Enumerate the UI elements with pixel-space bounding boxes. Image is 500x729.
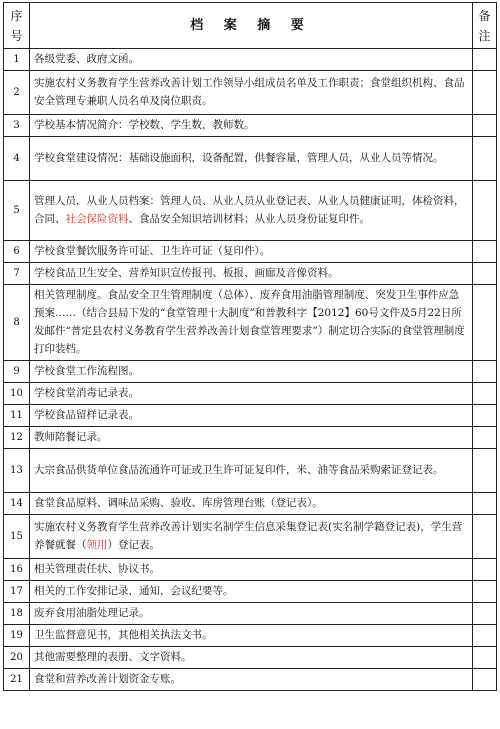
header-remarks-bottom: 注 <box>478 28 491 43</box>
row-remarks <box>473 493 497 515</box>
row-text: 各级党委、政府文函。 <box>30 49 473 71</box>
table-row <box>4 71 497 115</box>
row-number: 10 <box>4 383 30 405</box>
row-remarks <box>473 241 497 263</box>
row-number: 6 <box>4 241 30 263</box>
row-number: 1 <box>4 49 30 71</box>
row-remarks <box>473 285 497 361</box>
row-number: 8 <box>4 285 30 361</box>
row-text-part: ）登记表。 <box>107 539 160 551</box>
archive-summary-table <box>3 2 497 691</box>
header-remarks <box>473 3 497 49</box>
row-number: 13 <box>4 449 30 493</box>
row-number: 7 <box>4 263 30 285</box>
row-text: 学校食品留样记录表。 <box>30 405 473 427</box>
table-row <box>4 603 497 625</box>
row-number: 16 <box>4 559 30 581</box>
row-text: 食堂和营养改善计划资金专账。 <box>30 669 473 691</box>
row-text <box>30 515 473 559</box>
row-text: 学校食堂工作流程图。 <box>30 361 473 383</box>
row-text: 学校基本情况简介：学校数、学生数，教师数。 <box>30 115 473 137</box>
table-row <box>4 493 497 515</box>
table-row <box>4 115 497 137</box>
header-serial-number <box>4 3 30 49</box>
row-number: 20 <box>4 647 30 669</box>
table-row <box>4 241 497 263</box>
row-text: 教师陪餐记录。 <box>30 427 473 449</box>
row-remarks <box>473 71 497 115</box>
header-row <box>4 3 497 49</box>
row-remarks <box>473 383 497 405</box>
table-row <box>4 49 497 71</box>
row-text: 实施农村义务教育学生营养改善计划工作领导小组成员名单及工作职责；食堂组织机构、食品安全管理专兼职人员名单及岗位职责。 <box>30 71 473 115</box>
row-number: 11 <box>4 405 30 427</box>
row-text: 学校食堂餐饮服务许可证、卫生许可证（复印件）。 <box>30 241 473 263</box>
header-serial-bottom: 号 <box>10 28 23 43</box>
header-serial-top: 序 <box>10 8 23 23</box>
row-text: 大宗食品供货单位食品流通许可证或卫生许可证复印件，米、油等食品采购索证登记表。 <box>30 449 473 493</box>
row-number: 3 <box>4 115 30 137</box>
row-remarks <box>473 669 497 691</box>
highlighted-text: 社会保险资料 <box>65 213 129 225</box>
row-text: 废弃食用油脂处理记录。 <box>30 603 473 625</box>
table-row <box>4 515 497 559</box>
row-number: 14 <box>4 493 30 515</box>
table-row <box>4 581 497 603</box>
row-remarks <box>473 137 497 181</box>
row-number: 19 <box>4 625 30 647</box>
row-remarks <box>473 625 497 647</box>
row-number: 9 <box>4 361 30 383</box>
row-text-part: 实施农村义务教育学生营养改善计划实名制学生信息采集登记表(实名制学籍登记表)，学生营养餐就餐（ <box>34 521 463 551</box>
row-text <box>30 181 473 241</box>
header-remarks-top: 备 <box>478 8 491 23</box>
table-row <box>4 427 497 449</box>
table-row <box>4 383 497 405</box>
row-number: 21 <box>4 669 30 691</box>
row-remarks <box>473 263 497 285</box>
table-row <box>4 625 497 647</box>
row-remarks <box>473 647 497 669</box>
row-number: 15 <box>4 515 30 559</box>
row-remarks <box>473 405 497 427</box>
table-row <box>4 263 497 285</box>
table-row <box>4 559 497 581</box>
row-text: 学校食堂建设情况：基础设施面积，设备配置，供餐容量，管理人员，从业人员等情况。 <box>30 137 473 181</box>
row-remarks <box>473 49 497 71</box>
row-remarks <box>473 181 497 241</box>
table-row <box>4 647 497 669</box>
row-text-part: 管理人员，从业人员档案：管理人员、从业人员从业登记表、从业人员健康证明，体检资料，合同、 <box>34 195 465 225</box>
row-remarks <box>473 115 497 137</box>
table-row <box>4 137 497 181</box>
row-number: 12 <box>4 427 30 449</box>
row-text: 相关的工作安排记录，通知，会议纪要等。 <box>30 581 473 603</box>
row-number: 18 <box>4 603 30 625</box>
row-text: 学校食品卫生安全、营养知识宣传报刊、板报、画廊及音像资料。 <box>30 263 473 285</box>
table-row <box>4 405 497 427</box>
header-title: 档 案 摘 要 <box>30 3 473 49</box>
row-number: 5 <box>4 181 30 241</box>
row-remarks <box>473 427 497 449</box>
row-number: 17 <box>4 581 30 603</box>
row-remarks <box>473 603 497 625</box>
row-text: 卫生监督意见书，其他相关执法文书。 <box>30 625 473 647</box>
row-text: 相关管理责任状、协议书。 <box>30 559 473 581</box>
table-row <box>4 449 497 493</box>
row-text-part: 、食品安全知识培训材料；从业人员身份证复印件。 <box>128 213 370 225</box>
row-remarks <box>473 449 497 493</box>
table-row <box>4 181 497 241</box>
row-text: 食堂食品原料、调味品采购、验收、库房管理台账（登记表）。 <box>30 493 473 515</box>
table-row <box>4 669 497 691</box>
row-text: 学校食堂消毒记录表。 <box>30 383 473 405</box>
table-row <box>4 285 497 361</box>
row-remarks <box>473 559 497 581</box>
highlighted-text: 领用 <box>86 539 108 551</box>
row-remarks <box>473 361 497 383</box>
row-remarks <box>473 581 497 603</box>
table-row <box>4 361 497 383</box>
row-text: 相关管理制度。食品安全卫生管理制度（总体）、废弃食用油脂管理制度、突发卫生事件应急预案……（结合县局下发的“食堂管理十大制度”和普教科字【2012】60号文件及5月22日所发邮件“普定县农村义务教育学生营养改善计划食堂管理要求”）制定切合实际的食堂管理制度打印装档。 <box>30 285 473 361</box>
row-text: 其他需要整理的表册、文字资料。 <box>30 647 473 669</box>
row-number: 2 <box>4 71 30 115</box>
row-remarks <box>473 515 497 559</box>
row-number: 4 <box>4 137 30 181</box>
